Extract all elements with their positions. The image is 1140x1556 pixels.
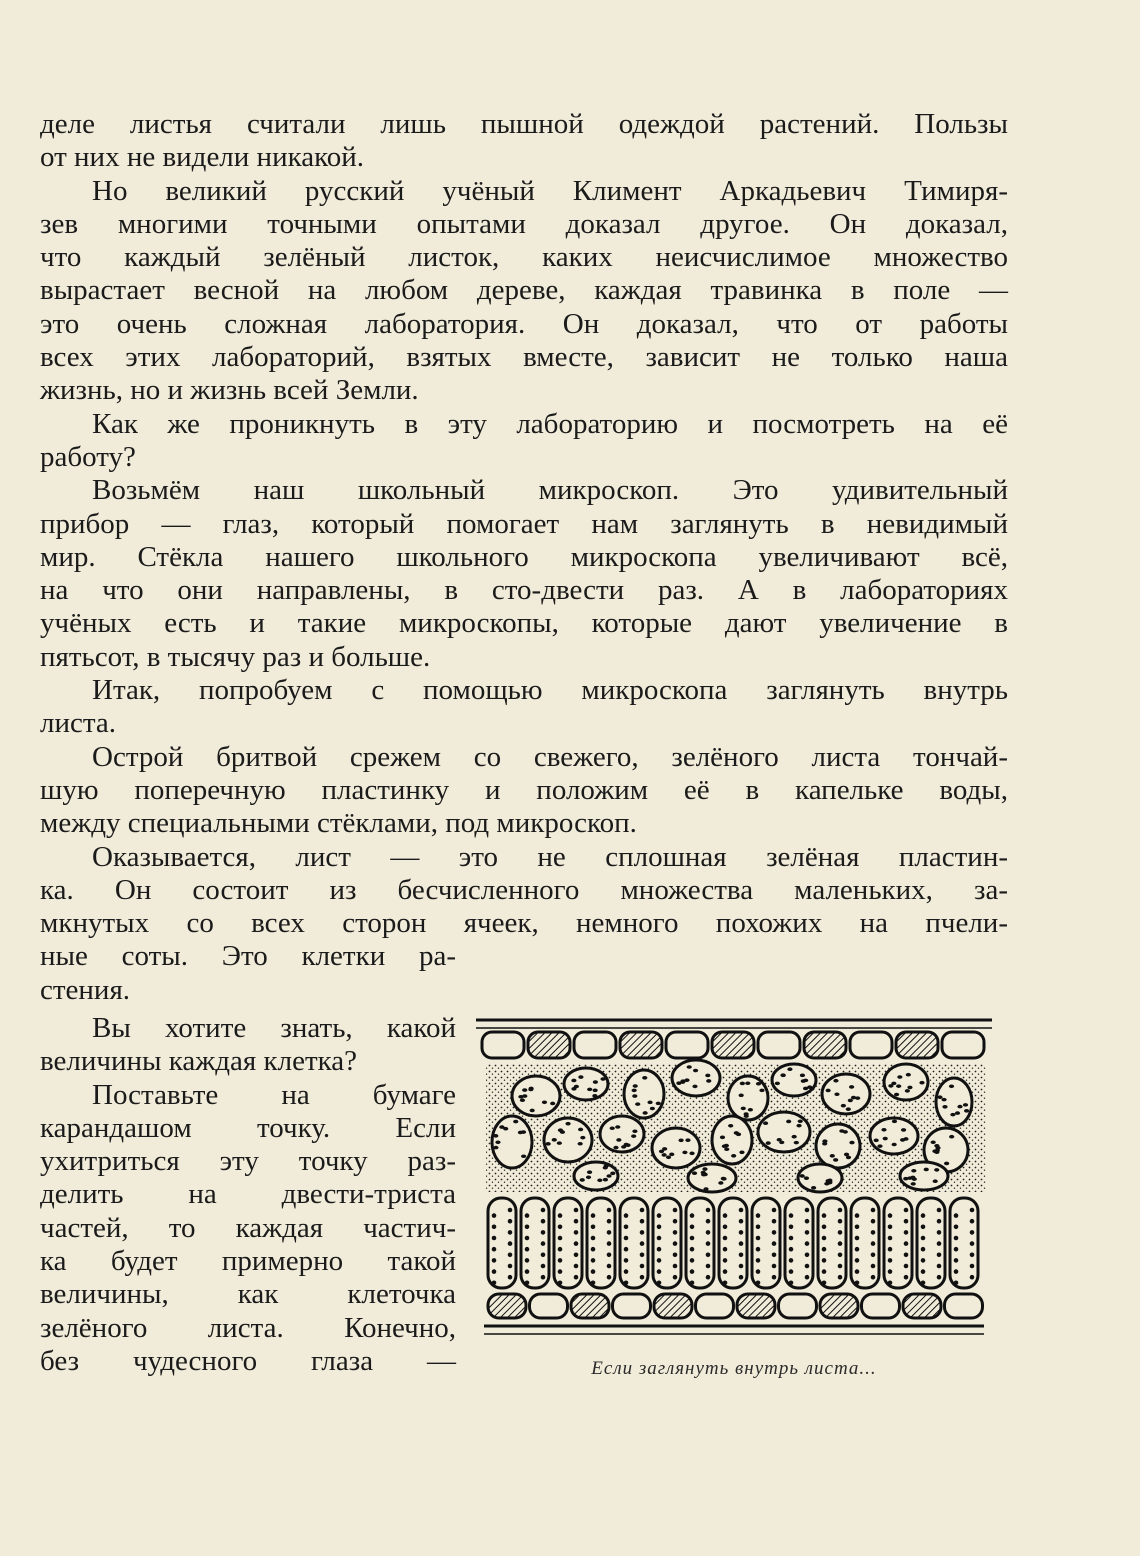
text-line: Итак, попробуем с помощью микроскопа заглянуть внутрь [92,674,1008,707]
text-line: Как же проникнуть в эту лабораторию и посмотреть на её [92,407,1008,440]
figure-caption: Если заглянуть внутрь листа... [591,1358,877,1379]
text-line: Но великий русский учёный Климент Аркадьевич Тимиря- [92,174,1008,207]
text-line: листа. [40,707,117,740]
text-line: без чудесного глаза — [40,1344,456,1377]
text-line: частей, то каждая частич- [40,1211,456,1244]
text-line: ка. Он состоит из бесчисленного множества маленьких, за- [40,873,1008,906]
text-line: работу? [40,440,136,473]
text-line: величины каждая клетка? [40,1045,358,1078]
text-line: стения. [40,973,131,1006]
text-line: деле листья считали лишь пышной одеждой растений. Пользы [40,108,1008,140]
text-line: вырастает весной на любом дереве, каждая травинка в поле — [40,274,1008,307]
text-line: делить на двести-триста [40,1178,456,1211]
lower-epidermis-cells [488,1294,983,1318]
text-line: Поставьте на бумаге [92,1078,456,1111]
text-line: мир. Стёкла нашего школьного микроскопа увеличивают всё, [40,540,1008,573]
text-line: между специальными стёклами, под микроскоп. [40,807,637,840]
text-line: величины, как клеточка [40,1278,456,1311]
text-line: ка будет примерно такой [40,1245,456,1278]
text-line: ухитриться эту точку раз- [40,1145,456,1178]
text-line: Возьмём наш школьный микроскоп. Это удивительный [92,474,1008,507]
text-line: карандашом точку. Если [40,1111,456,1144]
text-line: Острой бритвой срежем со свежего, зелёного листа тончай- [92,740,1008,773]
leaf-cross-section-illustration [476,1016,992,1342]
text-line: прибор — глаз, который помогает нам заглянуть в невидимый [40,507,1008,540]
text-line: учёных есть и такие микроскопы, которые дают увеличение в [40,607,1008,640]
text-line: шую поперечную пластинку и положим её в капельке воды, [40,773,1008,806]
text-line: на что они направлены, в сто-двести раз. А в лабораториях [40,574,1008,607]
text-line: жизнь, но и жизнь всей Земли. [40,374,419,407]
text-line: пятьсот, в тысячу раз и больше. [40,640,431,673]
upper-epidermis-cells [482,1032,984,1058]
main-text [40,108,1008,1007]
palisade-cells [488,1198,978,1288]
text-line: Оказывается, лист — это не сплошная зелёная пластин- [92,840,1008,873]
text-line: что каждый зелёный листок, каких неисчислимое множество [40,241,1008,274]
text-line: Вы хотите знать, какой [92,1012,456,1044]
text-line: зев многими точными опытами доказал другое. Он доказал, [40,207,1008,240]
text-line: зелёного листа. Конечно, [40,1311,456,1344]
text-line: от них не видели никакой. [40,141,364,174]
left-column-text [40,1012,456,1378]
text-line: это очень сложная лаборатория. Он доказал, что от работы [40,307,1008,340]
text-line: мкнутых со всех сторон ячеек, немного похожих на пчели- [40,907,1008,940]
text-line: всех этих лабораторий, взятых вместе, зависит не только наша [40,341,1008,374]
text-line: ные соты. Это клетки ра- [40,940,456,973]
